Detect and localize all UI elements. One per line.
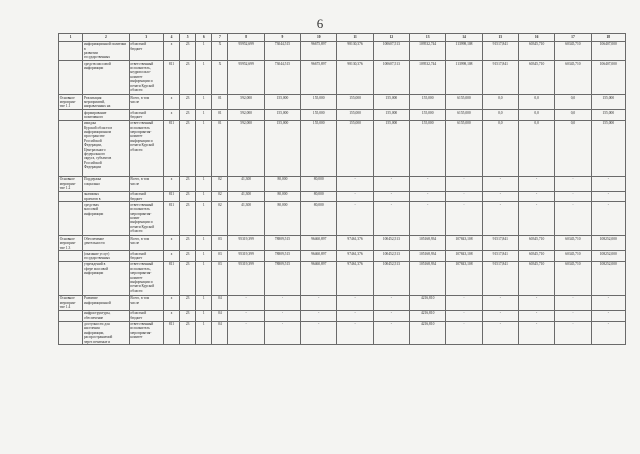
value-cell: 23 <box>180 261 196 295</box>
value-cell: 23 <box>180 120 196 176</box>
program-name-cell: формирование позитивного <box>83 110 129 121</box>
value-cell: 60345,710 <box>555 261 591 295</box>
status-cell <box>59 61 83 95</box>
value-cell: 0,0 <box>518 110 554 121</box>
value-cell: 0,0 <box>482 95 518 110</box>
value-cell: 1 <box>196 251 212 262</box>
value-cell: 23 <box>180 295 196 310</box>
column-number: 4 <box>163 34 179 42</box>
value-cell: - <box>410 202 446 236</box>
program-name-cell: имиджа Курской области в информационном пространстве Российской Федерации, Центрального федерального округа, субъектов Российской Федерации <box>83 120 129 176</box>
value-cell: 4216,810 <box>410 310 446 321</box>
value-cell: 01 <box>212 95 228 110</box>
program-name-cell: инфраструктуры, обеспечение <box>83 310 129 321</box>
value-cell: 0,0 <box>555 95 591 110</box>
value-cell: 95952,699 <box>228 41 264 60</box>
value-cell: 100452,513 <box>373 251 409 262</box>
value-cell: - <box>337 295 373 310</box>
value-cell: - <box>373 310 409 321</box>
value-cell: 96460,897 <box>301 236 337 251</box>
value-cell: 41,300 <box>228 191 264 202</box>
value-cell: 23 <box>180 236 196 251</box>
value-cell: 811 <box>163 120 179 176</box>
value-cell: 80,000 <box>301 191 337 202</box>
value-cell: х <box>163 310 179 321</box>
value-cell: - <box>482 176 518 191</box>
table-row <box>59 176 626 191</box>
responsible-cell: областной бюджет <box>129 41 163 60</box>
responsible-cell: Всего, в том числе <box>129 95 163 110</box>
value-cell: 98130,376 <box>337 41 373 60</box>
value-cell: - <box>373 176 409 191</box>
value-cell: 23 <box>180 110 196 121</box>
value-cell: 155,000 <box>337 95 373 110</box>
table-row <box>59 295 626 310</box>
value-cell: 91517,841 <box>482 251 518 262</box>
program-name-cell: Обеспечение деятельности <box>83 236 129 251</box>
status-cell <box>59 261 83 295</box>
value-cell: - <box>591 176 625 191</box>
value-cell: 155,000 <box>410 95 446 110</box>
column-number: 6 <box>196 34 212 42</box>
value-cell: 105168,934 <box>410 236 446 251</box>
value-cell: 91517,841 <box>482 261 518 295</box>
value-cell: х <box>163 251 179 262</box>
value-cell: 80,000 <box>301 176 337 191</box>
responsible-cell: Всего, в том числе <box>129 176 163 191</box>
value-cell: Х <box>212 41 228 60</box>
program-name-cell: доступности для населения информации, распространяемой через печатные и <box>83 321 129 345</box>
value-cell: - <box>373 321 409 345</box>
value-cell: - <box>482 202 518 236</box>
responsible-cell: Всего, в том числе <box>129 295 163 310</box>
responsible-cell: Всего, в том числе <box>129 236 163 251</box>
value-cell: 97461,376 <box>337 236 373 251</box>
value-cell: 96675,897 <box>301 41 337 60</box>
value-cell: - <box>228 295 264 310</box>
value-cell: - <box>337 202 373 236</box>
column-number: 3 <box>129 34 163 42</box>
value-cell: 107843,108 <box>446 251 482 262</box>
column-number: 10 <box>301 34 337 42</box>
value-cell: - <box>591 310 625 321</box>
value-cell: 04 <box>212 321 228 345</box>
program-name-cell: средствах массовой информации <box>83 202 129 236</box>
value-cell: - <box>518 310 554 321</box>
column-number: 17 <box>555 34 591 42</box>
value-cell: - <box>555 202 591 236</box>
value-cell: 60345,710 <box>518 261 554 295</box>
value-cell: 155,000 <box>337 110 373 121</box>
value-cell: - <box>410 191 446 202</box>
value-cell: - <box>228 310 264 321</box>
value-cell: - <box>337 191 373 202</box>
value-cell: 91517,841 <box>482 236 518 251</box>
responsible-cell: ответственный исполнитель, мероприятия- комитет информации и печати Курской области <box>129 261 163 295</box>
value-cell: 0,0 <box>482 110 518 121</box>
value-cell: 6155,000 <box>446 120 482 176</box>
responsible-cell: ответственный исполнитель мероприятия- комитет <box>129 321 163 345</box>
value-cell: 155,000 <box>264 110 300 121</box>
value-cell: - <box>555 295 591 310</box>
program-name-cell: Реализация мероприятий, направленных на <box>83 95 129 110</box>
value-cell: 155,000 <box>264 95 300 110</box>
value-cell: 60345,710 <box>518 236 554 251</box>
value-cell: 91517,841 <box>482 61 518 95</box>
column-number: 14 <box>446 34 482 42</box>
value-cell: 108252,000 <box>591 261 625 295</box>
value-cell: 23 <box>180 176 196 191</box>
value-cell: 106407,000 <box>591 61 625 95</box>
value-cell: - <box>555 310 591 321</box>
value-cell: 03 <box>212 261 228 295</box>
value-cell: 23 <box>180 310 196 321</box>
value-cell: 0,0 <box>555 120 591 176</box>
value-cell: 73044,515 <box>264 61 300 95</box>
value-cell: - <box>264 295 300 310</box>
program-name-cell: значимых проектов в <box>83 191 129 202</box>
value-cell: 155,000 <box>591 95 625 110</box>
table-row <box>59 95 626 110</box>
value-cell: 80,000 <box>264 176 300 191</box>
status-cell: Основное мероприя- тие 1.2 <box>59 176 83 191</box>
value-cell: 100607,513 <box>373 61 409 95</box>
value-cell: 811 <box>163 61 179 95</box>
value-cell: 98130,376 <box>337 61 373 95</box>
status-cell <box>59 251 83 262</box>
value-cell: 107843,108 <box>446 261 482 295</box>
value-cell: - <box>555 321 591 345</box>
value-cell: 1 <box>196 41 212 60</box>
value-cell: 155,000 <box>410 120 446 176</box>
value-cell: - <box>264 321 300 345</box>
value-cell: 23 <box>180 202 196 236</box>
value-cell: - <box>410 176 446 191</box>
value-cell: 811 <box>163 191 179 202</box>
responsible-cell: ответственный исполнитель мероприятия- комит информации и печати Курской области <box>129 202 163 236</box>
value-cell: 41,300 <box>228 202 264 236</box>
value-cell: х <box>163 41 179 60</box>
value-cell: 01 <box>212 120 228 176</box>
value-cell: 60345,710 <box>518 251 554 262</box>
value-cell: - <box>337 310 373 321</box>
table-row <box>59 41 626 60</box>
table-body <box>59 41 626 345</box>
value-cell: - <box>446 176 482 191</box>
status-cell <box>59 110 83 121</box>
value-cell: 95952,699 <box>228 61 264 95</box>
value-cell: 107843,108 <box>446 236 482 251</box>
budget-table <box>58 33 626 345</box>
value-cell: 1 <box>196 310 212 321</box>
value-cell: 02 <box>212 191 228 202</box>
value-cell: 95319,399 <box>228 251 264 262</box>
value-cell: Х <box>212 61 228 95</box>
value-cell: - <box>518 295 554 310</box>
page-number: 6 <box>316 16 324 31</box>
value-cell: - <box>555 191 591 202</box>
value-cell: 1 <box>196 236 212 251</box>
value-cell: 23 <box>180 321 196 345</box>
value-cell: 1 <box>196 95 212 110</box>
value-cell: 1 <box>196 176 212 191</box>
value-cell: 41,300 <box>228 176 264 191</box>
table-row <box>59 110 626 121</box>
column-number: 9 <box>264 34 300 42</box>
value-cell: 0,0 <box>518 95 554 110</box>
value-cell: - <box>264 310 300 321</box>
table-row <box>59 310 626 321</box>
column-number: 15 <box>482 34 518 42</box>
table-row <box>59 202 626 236</box>
value-cell: - <box>591 202 625 236</box>
value-cell: 108252,000 <box>591 236 625 251</box>
value-cell: - <box>337 321 373 345</box>
value-cell: 109532,744 <box>410 61 446 95</box>
value-cell: 02 <box>212 202 228 236</box>
value-cell: 23 <box>180 191 196 202</box>
table-row <box>59 191 626 202</box>
status-cell <box>59 41 83 60</box>
value-cell: 109532,744 <box>410 41 446 60</box>
status-cell <box>59 321 83 345</box>
program-name-cell: (оказание услуг) государственных <box>83 251 129 262</box>
value-cell: - <box>482 321 518 345</box>
value-cell: - <box>482 310 518 321</box>
value-cell: 95319,399 <box>228 236 264 251</box>
column-number: 5 <box>180 34 196 42</box>
value-cell: 23 <box>180 41 196 60</box>
status-cell: Основное мероприя- тие 1.4 <box>59 295 83 310</box>
value-cell: - <box>373 295 409 310</box>
value-cell: 60345,710 <box>555 41 591 60</box>
value-cell: 96460,897 <box>301 261 337 295</box>
value-cell: 04 <box>212 295 228 310</box>
value-cell: х <box>163 95 179 110</box>
value-cell: 1 <box>196 61 212 95</box>
table-row <box>59 261 626 295</box>
value-cell: 23 <box>180 251 196 262</box>
responsible-cell: ответственный исполнитель мероприятия- комитет информации и печати Курской области <box>129 120 163 176</box>
value-cell: 592,000 <box>228 95 264 110</box>
value-cell: - <box>591 321 625 345</box>
value-cell: 105168,934 <box>410 251 446 262</box>
status-cell <box>59 202 83 236</box>
value-cell: х <box>163 110 179 121</box>
value-cell: 4216,810 <box>410 295 446 310</box>
value-cell: 155,000 <box>591 120 625 176</box>
value-cell: х <box>163 236 179 251</box>
value-cell: 97461,376 <box>337 251 373 262</box>
value-cell: 96675,897 <box>301 61 337 95</box>
value-cell: - <box>446 321 482 345</box>
value-cell: 0,0 <box>518 120 554 176</box>
status-cell <box>59 191 83 202</box>
value-cell: 1 <box>196 191 212 202</box>
value-cell: 1 <box>196 110 212 121</box>
value-cell: 592,000 <box>228 110 264 121</box>
program-name-cell: информационной политики в развитии государственных <box>83 41 129 60</box>
column-number: 8 <box>228 34 264 42</box>
value-cell: 592,000 <box>228 120 264 176</box>
status-cell: Основное мероприя- тие 1.1 <box>59 95 83 110</box>
value-cell: - <box>373 202 409 236</box>
value-cell: 04 <box>212 310 228 321</box>
value-cell: - <box>301 295 337 310</box>
value-cell: 1 <box>196 261 212 295</box>
value-cell: 113998,108 <box>446 61 482 95</box>
program-name-cell: средств массовой информации <box>83 61 129 95</box>
value-cell: 6155,000 <box>446 95 482 110</box>
value-cell: 0,0 <box>482 120 518 176</box>
value-cell: 73044,515 <box>264 41 300 60</box>
program-name-cell: Поддержка социально <box>83 176 129 191</box>
value-cell: - <box>591 191 625 202</box>
value-cell: - <box>518 321 554 345</box>
value-cell: - <box>446 310 482 321</box>
value-cell: 60345,710 <box>555 251 591 262</box>
value-cell: 23 <box>180 95 196 110</box>
column-number: 16 <box>518 34 554 42</box>
program-name-cell: Развитие информационной <box>83 295 129 310</box>
table-row <box>59 61 626 95</box>
value-cell: 100607,513 <box>373 41 409 60</box>
value-cell: - <box>518 191 554 202</box>
value-cell: 155,000 <box>591 110 625 121</box>
value-cell: 155,000 <box>410 110 446 121</box>
value-cell: - <box>591 295 625 310</box>
column-number-row <box>59 34 626 42</box>
value-cell: 155,000 <box>301 110 337 121</box>
value-cell: - <box>555 176 591 191</box>
value-cell: - <box>482 295 518 310</box>
value-cell: - <box>446 191 482 202</box>
program-name-cell: учреждений в сфере массовой информации <box>83 261 129 295</box>
column-number: 18 <box>591 34 625 42</box>
value-cell: 97461,376 <box>337 261 373 295</box>
value-cell: 105168,934 <box>410 261 446 295</box>
value-cell: 96460,897 <box>301 251 337 262</box>
value-cell: 78809,515 <box>264 236 300 251</box>
value-cell: 155,000 <box>373 95 409 110</box>
value-cell: 106407,000 <box>591 41 625 60</box>
value-cell: 100452,513 <box>373 261 409 295</box>
value-cell: 1 <box>196 202 212 236</box>
value-cell: 113998,108 <box>446 41 482 60</box>
value-cell: 95319,399 <box>228 261 264 295</box>
value-cell: 60345,710 <box>555 236 591 251</box>
value-cell: - <box>301 321 337 345</box>
table-row <box>59 251 626 262</box>
value-cell: 60345,710 <box>518 61 554 95</box>
table-row <box>59 120 626 176</box>
responsible-cell: ответственный исполнитель, недропользо- комитет информации и печати Курской области <box>129 61 163 95</box>
value-cell: - <box>301 310 337 321</box>
value-cell: 811 <box>163 202 179 236</box>
value-cell: - <box>446 202 482 236</box>
value-cell: 80,000 <box>301 202 337 236</box>
value-cell: - <box>482 191 518 202</box>
responsible-cell: областной бюджет <box>129 191 163 202</box>
table-row <box>59 321 626 345</box>
responsible-cell: областной бюджет <box>129 310 163 321</box>
value-cell: х <box>163 295 179 310</box>
value-cell: 155,000 <box>301 120 337 176</box>
value-cell: 91517,841 <box>482 41 518 60</box>
value-cell: 78809,515 <box>264 261 300 295</box>
value-cell: 811 <box>163 261 179 295</box>
value-cell: 1 <box>196 120 212 176</box>
value-cell: - <box>228 321 264 345</box>
value-cell: 108252,000 <box>591 251 625 262</box>
value-cell: 155,000 <box>301 95 337 110</box>
table-row <box>59 236 626 251</box>
status-cell <box>59 120 83 176</box>
value-cell: 811 <box>163 321 179 345</box>
value-cell: 1 <box>196 295 212 310</box>
column-number: 1 <box>59 34 83 42</box>
value-cell: х <box>163 176 179 191</box>
value-cell: 6155,000 <box>446 110 482 121</box>
column-number: 12 <box>373 34 409 42</box>
value-cell: 155,000 <box>373 120 409 176</box>
value-cell: 03 <box>212 236 228 251</box>
value-cell: 0,0 <box>555 110 591 121</box>
value-cell: 03 <box>212 251 228 262</box>
column-number: 7 <box>212 34 228 42</box>
value-cell: 155,000 <box>373 110 409 121</box>
value-cell: - <box>373 191 409 202</box>
value-cell: 23 <box>180 61 196 95</box>
value-cell: - <box>518 202 554 236</box>
value-cell: - <box>518 176 554 191</box>
value-cell: 01 <box>212 110 228 121</box>
responsible-cell: областной бюджет <box>129 110 163 121</box>
column-number: 11 <box>337 34 373 42</box>
value-cell: 1 <box>196 321 212 345</box>
value-cell: 155,000 <box>264 120 300 176</box>
value-cell: - <box>337 176 373 191</box>
status-cell <box>59 310 83 321</box>
responsible-cell: областной бюджет <box>129 251 163 262</box>
column-number: 13 <box>410 34 446 42</box>
value-cell: 02 <box>212 176 228 191</box>
value-cell: 78809,515 <box>264 251 300 262</box>
status-cell: Основное мероприя- тие 1.3 <box>59 236 83 251</box>
value-cell: 60345,710 <box>518 41 554 60</box>
value-cell: 80,000 <box>264 191 300 202</box>
value-cell: - <box>446 295 482 310</box>
value-cell: 4216,810 <box>410 321 446 345</box>
value-cell: 100452,513 <box>373 236 409 251</box>
value-cell: 60345,710 <box>555 61 591 95</box>
value-cell: 80,000 <box>264 202 300 236</box>
column-number: 2 <box>83 34 129 42</box>
value-cell: 155,000 <box>337 120 373 176</box>
